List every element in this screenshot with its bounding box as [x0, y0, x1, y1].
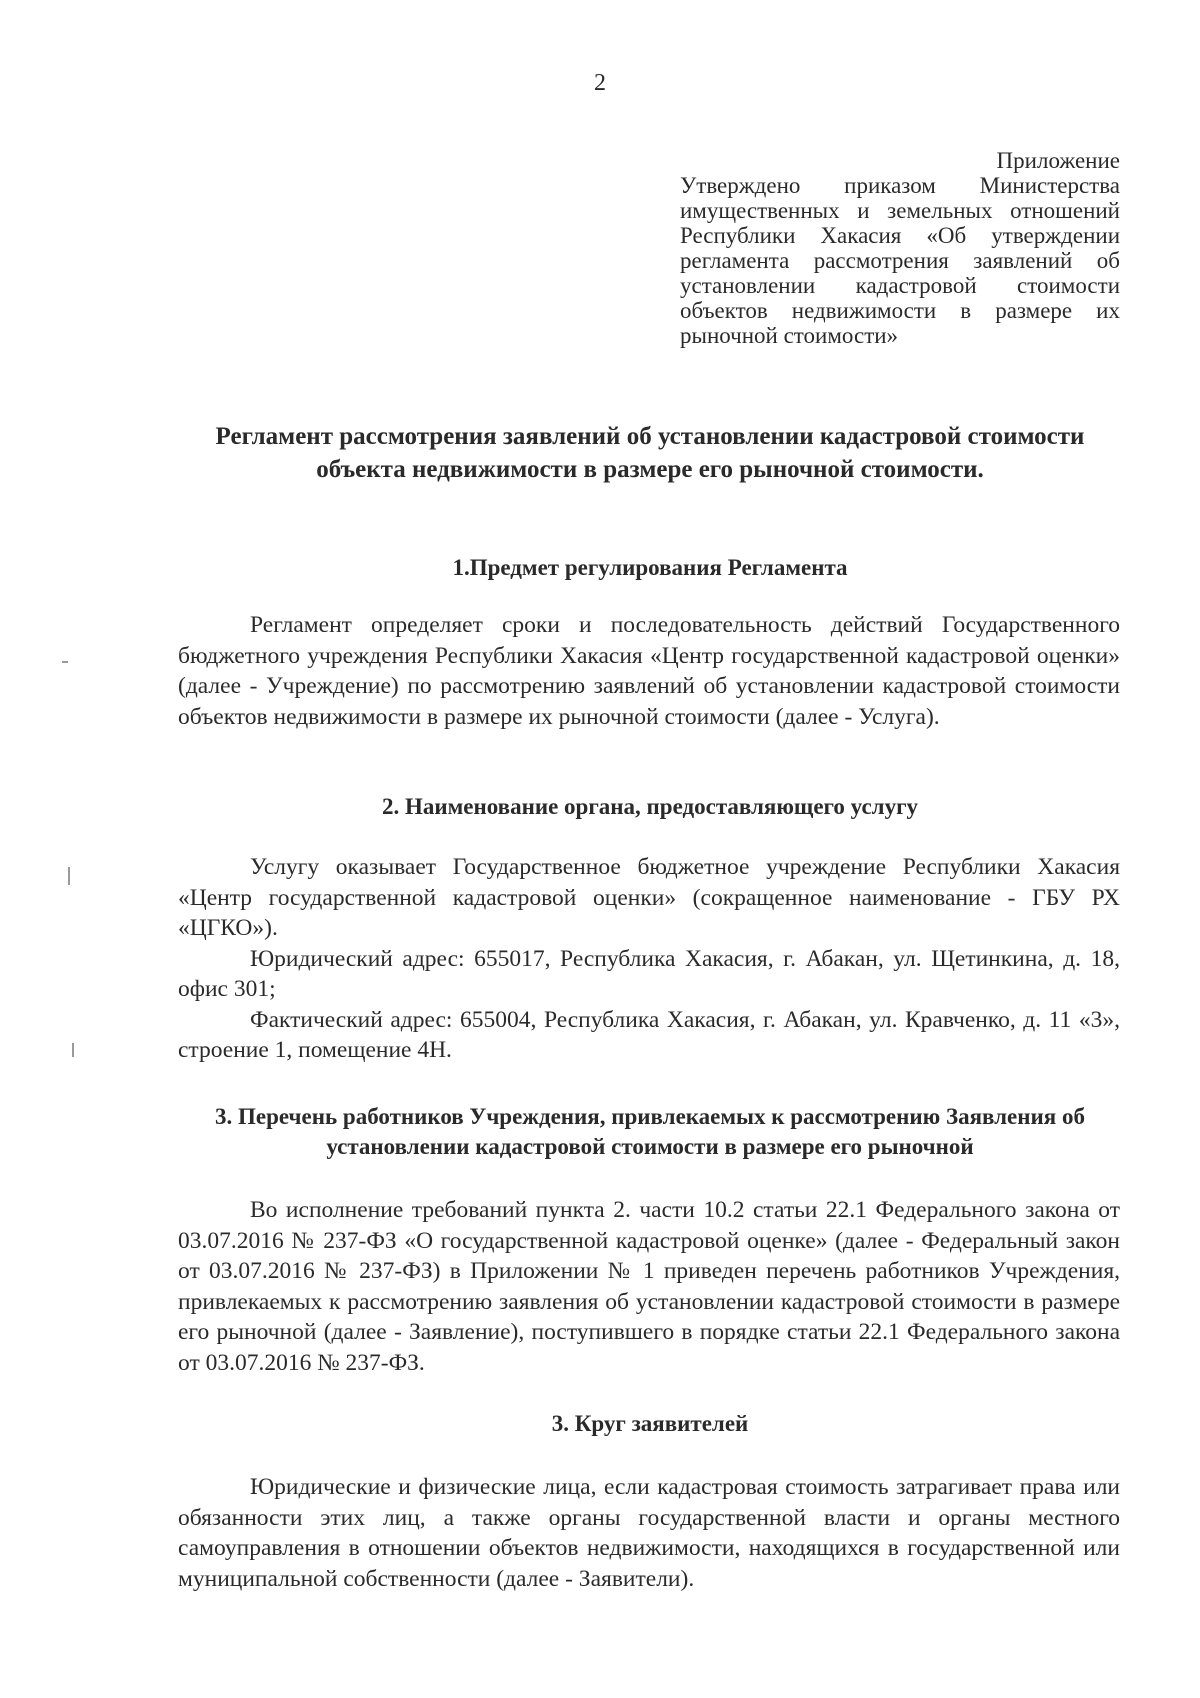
section-1-heading: 1.Предмет регулирования Регламента [452, 555, 848, 580]
section-2-body [178, 852, 1120, 1066]
section-3-paragraph: Во исполнение требований пункта 2. части 10.2 статьи 22.1 Федерального закона от 03.07.2016 № 237-ФЗ «О государственной кадастровой оценке» (далее - Федеральный закон от 03.07.2016 № 237-ФЗ) в Приложении № 1 приведен перечень работников Учреждения, привлекаемых к рассмотрению заявления об установлении кадастровой стоимости в размере его рыночной (далее - Заявление), поступившего в порядке статьи 22.1 Федерального закона от 03.07.2016 № 237-ФЗ. [178, 1197, 1120, 1376]
section-2-paragraph-2: Юридический адрес: 655017, Республика Хакасия, г. Абакан, ул. Щетинкина, д. 18, офис 301; [178, 945, 1120, 1002]
section-4-body [178, 1472, 1120, 1594]
section-3-body [178, 1195, 1120, 1378]
section-1-body [178, 610, 1120, 732]
section-3-heading: 3. Перечень работников Учреждения, привлекаемых к рассмотрению Заявления об установлении кадастровой стоимости в размере его рыночной [215, 1104, 1085, 1159]
approval-text: Утверждено приказом Министерства имущественных и земельных отношений Республики Хакасия «Об утверждении регламента рассмотрения заявлений об установлении кадастровой стоимости объектов недвижимости в размере их рыночной стоимости» [680, 173, 1120, 348]
section-4-heading: 3. Круг заявителей [551, 1411, 749, 1436]
section-1-paragraph: Регламент определяет сроки и последовательность действий Государственного бюджетного учреждения Республики Хакасия «Центр государственной кадастровой оценки» (далее - Учреждение) по рассмотрению заявлений об установлении кадастровой стоимости объектов недвижимости в размере их рыночной стоимости (далее - Услуга). [178, 612, 1120, 730]
scan-mark [68, 867, 70, 885]
section-2-paragraph-1: Услугу оказывает Государственное бюджетное учреждение Республики Хакасия «Центр государственной кадастровой оценки» (сокращенное наименование - ГБУ РХ «ЦГКО»). [178, 854, 1120, 941]
document-title: Регламент рассмотрения заявлений об установлении кадастровой стоимости объекта недвижимости в размере его рыночной стоимости. [215, 423, 1085, 483]
approval-label: Приложение [996, 148, 1120, 173]
scan-mark [62, 661, 68, 663]
section-2-paragraph-3: Фактический адрес: 655004, Республика Хакасия, г. Абакан, ул. Кравченко, д. 11 «3», строение 1, помещение 4Н. [178, 1006, 1120, 1063]
section-2-heading: 2. Наименование органа, предоставляющего услугу [381, 794, 919, 819]
scan-mark [72, 1043, 74, 1057]
section-4-paragraph: Юридические и физические лица, если кадастровая стоимость затрагивает права или обязанности этих лиц, а также органы государственной власти и органы местного самоуправления в отношении объектов недвижимости, находящихся в государственной или муниципальной собственности (далее - Заявители). [178, 1474, 1120, 1592]
approval-block [680, 148, 1120, 348]
page-number: 2 [594, 70, 606, 96]
